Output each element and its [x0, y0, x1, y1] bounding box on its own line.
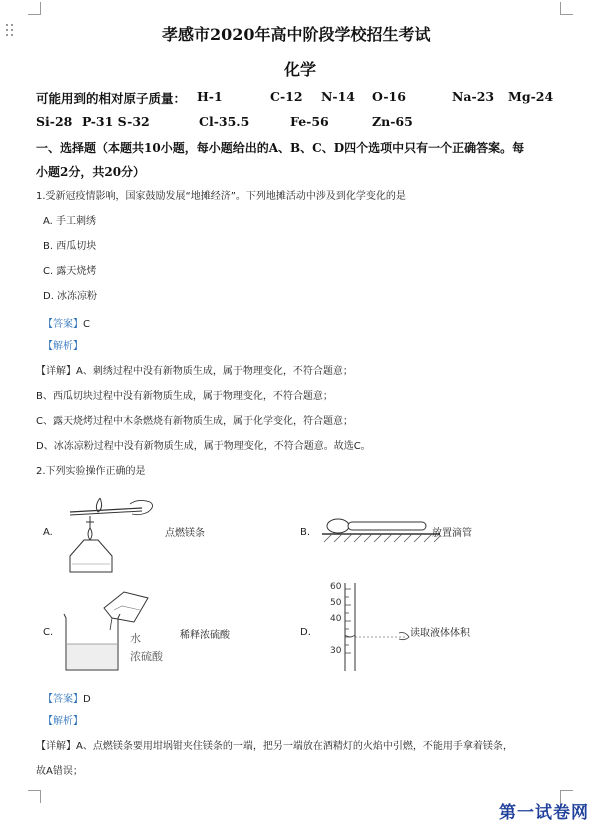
cylinder-tick-label: 40 [330, 614, 342, 624]
question-2-answer [43, 687, 91, 706]
question-2-detail-1 [36, 737, 513, 752]
atomic-mass-item: H-1 [197, 89, 223, 104]
figure-reading-volume [325, 583, 415, 673]
section-heading-cont: 小题2分，共20分） [36, 165, 146, 179]
crop-mark-top-left [28, 2, 41, 15]
answer-value: C [83, 319, 90, 330]
answer-tag: 【答案】 [43, 694, 83, 705]
exam-title: 孝感市2020年高中阶段学校招生考试 [162, 25, 431, 44]
section-heading: 一、选择题（本题共10小题，每小题给出的A、B、C、D四个选项中只有一个正确答案。每 [36, 141, 525, 155]
drag-handle-icon[interactable] [6, 24, 16, 38]
crop-mark-bottom-left [28, 790, 41, 803]
detail-tag: 【详解】 [36, 366, 76, 377]
question-2-analysis-tag: 【解析】 [43, 716, 83, 727]
atomic-mass-item: Cl-35.5 [199, 114, 250, 129]
crop-mark-top-right [560, 2, 573, 15]
option-d-letter: D. [300, 627, 311, 638]
atomic-mass-item: Mg-24 [508, 89, 554, 104]
cylinder-tick-label: 30 [330, 646, 342, 656]
atomic-mass-item: Si-28 [36, 114, 73, 129]
site-watermark: 第一试卷网 [499, 803, 589, 823]
atomic-mass-item: N-14 [321, 89, 356, 104]
atomic-mass-item: C-12 [270, 89, 303, 104]
atomic-mass-item: Fe-56 [290, 114, 329, 129]
question-1-answer [43, 312, 90, 331]
cylinder-tick-label: 50 [330, 598, 342, 608]
option-b-letter: B. [300, 527, 311, 538]
answer-tag: 【答案】 [43, 319, 83, 330]
figure-placing-dropper [322, 508, 442, 548]
option-d-caption: 读取液体体积 [410, 628, 470, 639]
atomic-mass-item: O-16 [372, 89, 406, 104]
option-a-caption: 点燃镁条 [165, 528, 205, 539]
figure-burning-magnesium [60, 488, 160, 578]
atomic-mass-label: 可能用到的相对原子质量： [36, 91, 187, 106]
detail-text: A、点燃镁条要用坩埚钳夹住镁条的一端，把另一端放在酒精灯的火焰中引燃，不能用手拿着镁条， [76, 741, 513, 752]
question-2-detail-2: 故A错误； [36, 766, 83, 777]
option-b-caption: 放置滴管 [432, 528, 472, 539]
answer-value: D [83, 694, 91, 705]
question-1-detail-3: C、露天烧烤过程中木条燃烧有新物质生成，属于化学变化，符合题意； [36, 416, 353, 427]
detail-text: A、刺绣过程中没有新物质生成，属于物理变化，不符合题意； [76, 366, 353, 377]
question-2-stem: 2.下列实验操作正确的是 [36, 466, 146, 477]
option-c-letter: C. [43, 627, 54, 638]
question-1-option-d: D. 冰冻凉粉 [43, 291, 98, 302]
figure-c-label-water: 水 [130, 632, 141, 645]
detail-tag: 【详解】 [36, 741, 76, 752]
option-c-caption: 稀释浓硫酸 [180, 630, 230, 641]
option-a-letter: A. [43, 527, 53, 538]
question-1-option-a: A. 手工刺绣 [43, 216, 97, 227]
question-1-detail-2: B、西瓜切块过程中没有新物质生成，属于物理变化，不符合题意； [36, 391, 333, 402]
atomic-mass-item: Na-23 [452, 89, 495, 104]
atomic-mass-item: P-31 S-32 [82, 114, 150, 129]
question-1-analysis-tag: 【解析】 [43, 341, 83, 352]
question-1-detail-4: D、冰冻凉粉过程中没有新物质生成，属于物理变化，不符合题意。故选C。 [36, 441, 371, 452]
question-1-stem: 1.受新冠疫情影响，国家鼓励发展“地摊经济”。下列地摊活动中涉及到化学变化的是 [36, 191, 406, 202]
question-1-option-c: C. 露天烧烤 [43, 266, 97, 277]
atomic-mass-item: Zn-65 [372, 114, 413, 129]
subject-title: 化学 [284, 60, 317, 79]
figure-c-label-acid: 浓硫酸 [130, 650, 163, 663]
question-1-detail-1 [36, 362, 353, 377]
cylinder-tick-label: 60 [330, 582, 342, 592]
question-1-option-b: B. 西瓜切块 [43, 241, 97, 252]
